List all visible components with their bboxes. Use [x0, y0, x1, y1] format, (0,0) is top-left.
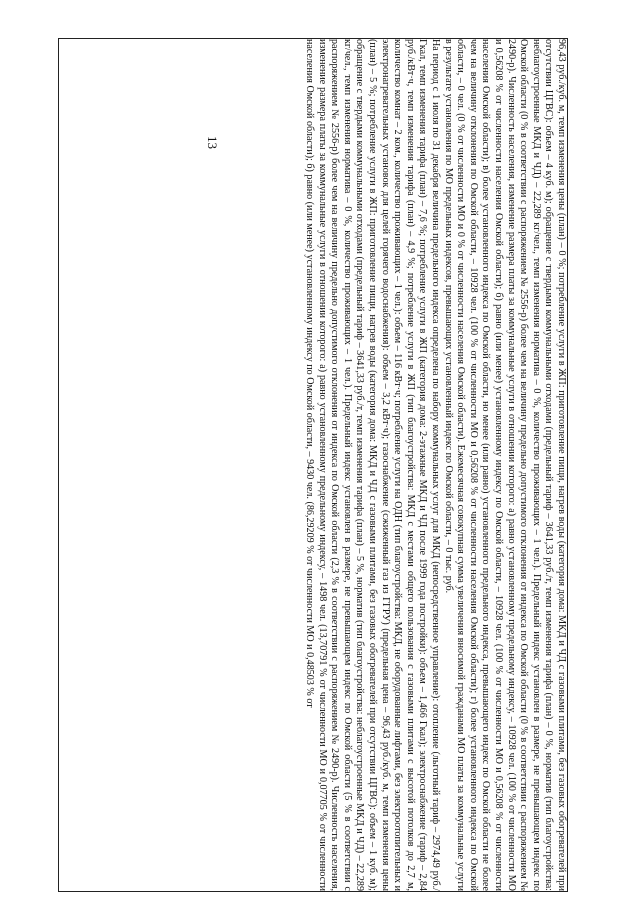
description-cell	[59, 39, 568, 892]
page-number: 13	[205, 136, 220, 149]
document-table	[58, 38, 568, 892]
paragraph-2: На период с 1 июля по 31 декабря величина предельного индекса определена по набору коммунальных услуг для МКД (непосредственное управление): отопление (льготный тариф – 2974,49 руб./Гкал, темп изменения тарифа (план) – 7,6 %; потребление услуги в ЖП (категория дома: 2-этажные МКД и ЧД после 1999 года постройки): объем – 1,466 Гкал); электроснабжение (тариф – 2,84 руб./кВт·ч, темп изменения тарифа (план) – 4,9 %; потребление услуги в ЖП (тип благоустройства: МКД с местами общего пользования с газовыми плитами с высотой потолков до 2,7 м, количество комнат – 2 ком., количество проживающих – 1 чел.): объем – 116 кВт·ч; потребление услуги на ОДН (тип благоустройства: МКД, не оборудованные лифтами, без электроотопительных и электронагревательных установок для целей горячего водоснабжения): объем – 3,2 кВт·ч); газоснабжение (сжиженный газ из ГГРУ) (предельная цена – 96,43 руб./куб. м, темп изменения цены (план) – 5 %; потребление услуги в ЖП: приготовление пищи, нагрев воды (категория дома: МКД и ЧД с газовыми плитами, без газовых обогревателей при отсутствии ЦГВС): объем – 1 куб. м); обращение с твердыми коммунальными отходами (предельный тариф – 3641,33 руб./т, темп изменения тарифа (план) – 5 %, норматив (тип благоустройства: неблагоустроенные МКД и ЧД) – 22,289 кг/чел., темп изменения норматива – 0 %, количество проживающих – 1 чел.). Предельный индекс установлен в размере, не превышающем индекс по Омской области (5 % в соответствии с распоряжением № 2556-р) более чем на величину предельно допустимого отклонения от индекса по Омской области (2,3 % в соответствии с распоряжением № 2490-р). Численность населения, изменение размера платы за коммунальные услуги в отношении которого: а) равно установленному предельному индексу, – 1498 чел. (13,70791 % от численности МО и 0,07705 % от численности населения Омской области); б) равно (или менее) установленному индексу по Омской области, – 9430 чел. (86,29209 % от численности МО и 0,48503 % от	[304, 39, 442, 891]
rotated-page-content	[58, 38, 568, 892]
table-row	[59, 39, 568, 892]
paragraph-1: 96,43 руб./куб. м, темп изменения цены (план) – 0 %; потребление услуги в ЖП: приготовление пищи, нагрев воды (категория дома: МКД и ЧД с газовыми плитами, без газовых обогревателей при отсутствии ЦГВС): объем – 4 куб. м); обращение с твердыми коммунальными отходами (предельный тариф – 3641,33 руб./т, темп изменения тарифа (план) – 0 %, норматив (тип благоустройства: неблагоустроенные МКД и ЧД) – 22,289 кг/чел., темп изменения норматива – 0 %, количество проживающих – 1 чел.). Предельный индекс установлен в размере, не превышающем индекс по Омской области (0 % в соответствии с распоряжением № 2556-р) более чем на величину предельно допустимого отклонения от индекса по Омской области (0 % в соответствии с распоряжением № 2490-р). Численность населения, изменение размера платы за коммунальные услуги в отношении которого: а) равно установленному предельному индексу, – 10928 чел. (100 % от численности МО и 0,56208 % от численности населения Омской области); б) равно (или менее) установленному индексу по Омской области, – 10928 чел. (100 % от численности МО и 0,56208 % от численности населения Омской области); в) более установленного индекса по Омской области, но менее (или равно) установленного предельного индекса, превышающего индекс по Омской области не более чем на величину отклонения по Омской области, – 10928 чел. (100 % от численности МО и 0,56208 % от численности населения Омской области); г) более установленного индекса по Омской области, – 0 чел. (0 % от численности МО и 0 % от численности населения Омской области). Ежемесячная совокупная сумма увеличения вносимой гражданами МО платы за коммунальные услуги в результате установления по МО предельных индексов, превышающих установленный индекс по Омской области, – 0 тыс. руб.	[442, 39, 567, 891]
